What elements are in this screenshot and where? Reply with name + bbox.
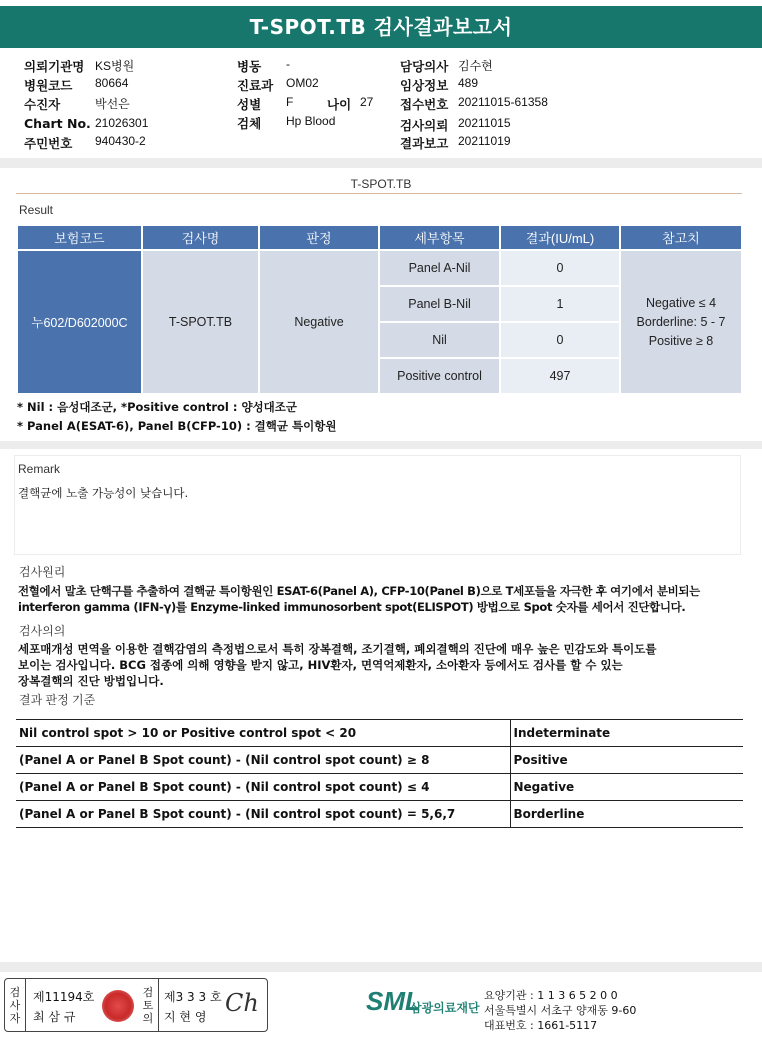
ssn-value: 940430-2 <box>95 134 146 148</box>
requester-label: 의뢰기관명 <box>24 59 85 74</box>
criteria-result: Negative <box>510 774 743 801</box>
test-name: T-SPOT.TB <box>143 251 258 393</box>
significance-line: 장복결핵의 진단 방법입니다. <box>18 674 164 688</box>
doctor-label: 담당의사 <box>400 59 449 74</box>
criteria-label: 결과 판정 기준 <box>19 693 96 707</box>
receipt-value: 20211015-61358 <box>458 95 548 109</box>
chart-label: Chart No. <box>24 116 91 131</box>
significance-label: 검사의의 <box>19 624 66 638</box>
reviewer-name: 지 현 영 <box>164 1010 207 1024</box>
result-label: Result <box>19 203 54 217</box>
hosp-code-label: 병원코드 <box>24 78 73 93</box>
detail-item: Panel A-Nil <box>380 251 499 285</box>
detail-value: 0 <box>501 251 619 285</box>
header-reference: 참고치 <box>621 226 741 249</box>
detail-value: 0 <box>501 323 619 357</box>
criteria-table <box>16 719 743 828</box>
seal-stamp <box>102 990 134 1022</box>
specimen-value: Hp Blood <box>286 114 336 128</box>
box-divider <box>25 979 26 1031</box>
examiner-vertical-label: 검사자 <box>9 986 21 1025</box>
ward-value: - <box>286 57 290 71</box>
criteria-result: Borderline <box>510 801 743 828</box>
examiner-number: 제11194호 <box>33 990 95 1004</box>
principle-label: 검사원리 <box>19 565 66 579</box>
significance-text <box>18 641 656 689</box>
remark-text: 결핵균에 노출 가능성이 낮습니다. <box>18 486 189 500</box>
reviewer-vertical-label: 검토의 <box>142 986 154 1025</box>
divider-strip <box>0 962 762 972</box>
criteria-row <box>16 747 743 774</box>
address: 서울특별시 서초구 양재동 9-60 <box>484 1004 637 1017</box>
specimen-label: 검체 <box>237 116 262 131</box>
reference-range <box>621 251 741 393</box>
sml-logo: SML <box>366 986 421 1016</box>
dept-value: OM02 <box>286 76 319 90</box>
reference-line: Borderline: 5 - 7 <box>636 314 726 329</box>
header-test: 검사명 <box>143 226 258 249</box>
detail-item: Positive control <box>380 359 499 393</box>
ssn-label: 주민번호 <box>24 136 73 151</box>
note-line: * Panel A(ESAT-6), Panel B(CFP-10) : 결핵균 특이항원 <box>17 419 337 433</box>
detail-value: 497 <box>501 359 619 393</box>
signature-box <box>4 978 268 1032</box>
significance-line: 보이는 검사입니다. BCG 접종에 의해 영향을 받지 않고, HIV환자, 면역억제환자, 소아환자 등에서도 검사를 할 수 있는 <box>18 658 623 672</box>
divider-strip <box>0 158 762 168</box>
principle-line: interferon gamma (IFN-γ)를 Enzyme-linked immunosorbent spot(ELISPOT) 방법으로 Spot 숫자를 세어서 진단합니다. <box>18 600 686 614</box>
patient-info <box>0 55 762 155</box>
detail-item: Nil <box>380 323 499 357</box>
recipient-label: 수진자 <box>24 97 61 112</box>
header-judgement: 판정 <box>260 226 378 249</box>
ward-label: 병동 <box>237 59 262 74</box>
criteria-row <box>16 774 743 801</box>
remark-label: Remark <box>18 462 61 476</box>
age-label: 나이 <box>327 97 352 112</box>
age-value: 27 <box>360 95 374 109</box>
examiner-name: 최 삼 규 <box>33 1010 76 1024</box>
org-name: 삼광의료재단 <box>410 1001 480 1015</box>
req-date-value: 20211015 <box>458 116 511 130</box>
recipient-value: 박선은 <box>95 97 130 111</box>
doctor-value: 김수현 <box>458 59 493 73</box>
reviewer-number: 제3 3 3 호 <box>164 990 222 1004</box>
header-item: 세부항목 <box>380 226 499 249</box>
detail-value: 1 <box>501 287 619 321</box>
receipt-label: 접수번호 <box>400 97 449 112</box>
clinical-label: 임상정보 <box>400 78 449 93</box>
divider-strip <box>0 441 762 449</box>
header-code: 보험코드 <box>18 226 141 249</box>
criteria-condition: (Panel A or Panel B Spot count) - (Nil control spot count) ≥ 8 <box>16 747 510 774</box>
criteria-result: Positive <box>510 747 743 774</box>
report-date-value: 20211019 <box>458 134 511 148</box>
req-date-label: 검사의뢰 <box>400 118 449 133</box>
report-date-label: 결과보고 <box>400 136 449 151</box>
reference-line: Negative ≤ 4 <box>645 295 717 310</box>
box-divider <box>158 979 159 1031</box>
chart-value: 21026301 <box>95 116 149 130</box>
judgement: Negative <box>260 251 378 393</box>
care-id: 요양기관 : 1 1 3 6 5 2 0 0 <box>484 989 618 1002</box>
clinical-value: 489 <box>458 76 479 90</box>
insurance-code: 누602/D602000C <box>18 251 141 393</box>
result-table <box>16 224 743 395</box>
significance-line: 세포매개성 면역을 이용한 결핵감염의 측정법으로서 특히 장복결핵, 조기결핵, 폐외결핵의 진단에 매우 높은 민감도와 특이도를 <box>18 642 657 656</box>
hosp-code-value: 80664 <box>95 76 129 90</box>
reference-line: Positive ≥ 8 <box>648 333 714 348</box>
remark-box <box>14 455 741 555</box>
criteria-condition: (Panel A or Panel B Spot count) - (Nil control spot count) = 5,6,7 <box>16 801 510 828</box>
principle-line: 전혈에서 말초 단핵구를 추출하여 결핵균 특이항원인 ESAT-6(Panel A), CFP-10(Panel B)으로 T세포들을 자극한 후 여기에서 분비되는 <box>18 584 700 598</box>
sex-value: F <box>286 95 294 109</box>
criteria-condition: Nil control spot > 10 or Positive control spot < 20 <box>16 720 510 747</box>
report-title: T-SPOT.TB 검사결과보고서 <box>0 6 762 48</box>
detail-item: Panel B-Nil <box>380 287 499 321</box>
note-line: * Nil : 음성대조군, *Positive control : 양성대조군 <box>17 400 297 414</box>
criteria-row <box>16 801 743 828</box>
dept-label: 진료과 <box>237 78 274 93</box>
signature: Ch <box>225 989 259 1017</box>
criteria-result: Indeterminate <box>510 720 743 747</box>
section-divider <box>16 193 742 194</box>
phone: 대표번호 : 1661-5117 <box>484 1019 598 1032</box>
principle-text <box>18 583 700 615</box>
section-title: T-SPOT.TB <box>350 177 412 191</box>
criteria-row <box>16 720 743 747</box>
sex-label: 성별 <box>237 97 262 112</box>
criteria-condition: (Panel A or Panel B Spot count) - (Nil control spot count) ≤ 4 <box>16 774 510 801</box>
requester-value: KS병원 <box>95 59 135 73</box>
header-result: 결과(IU/mL) <box>501 226 619 249</box>
